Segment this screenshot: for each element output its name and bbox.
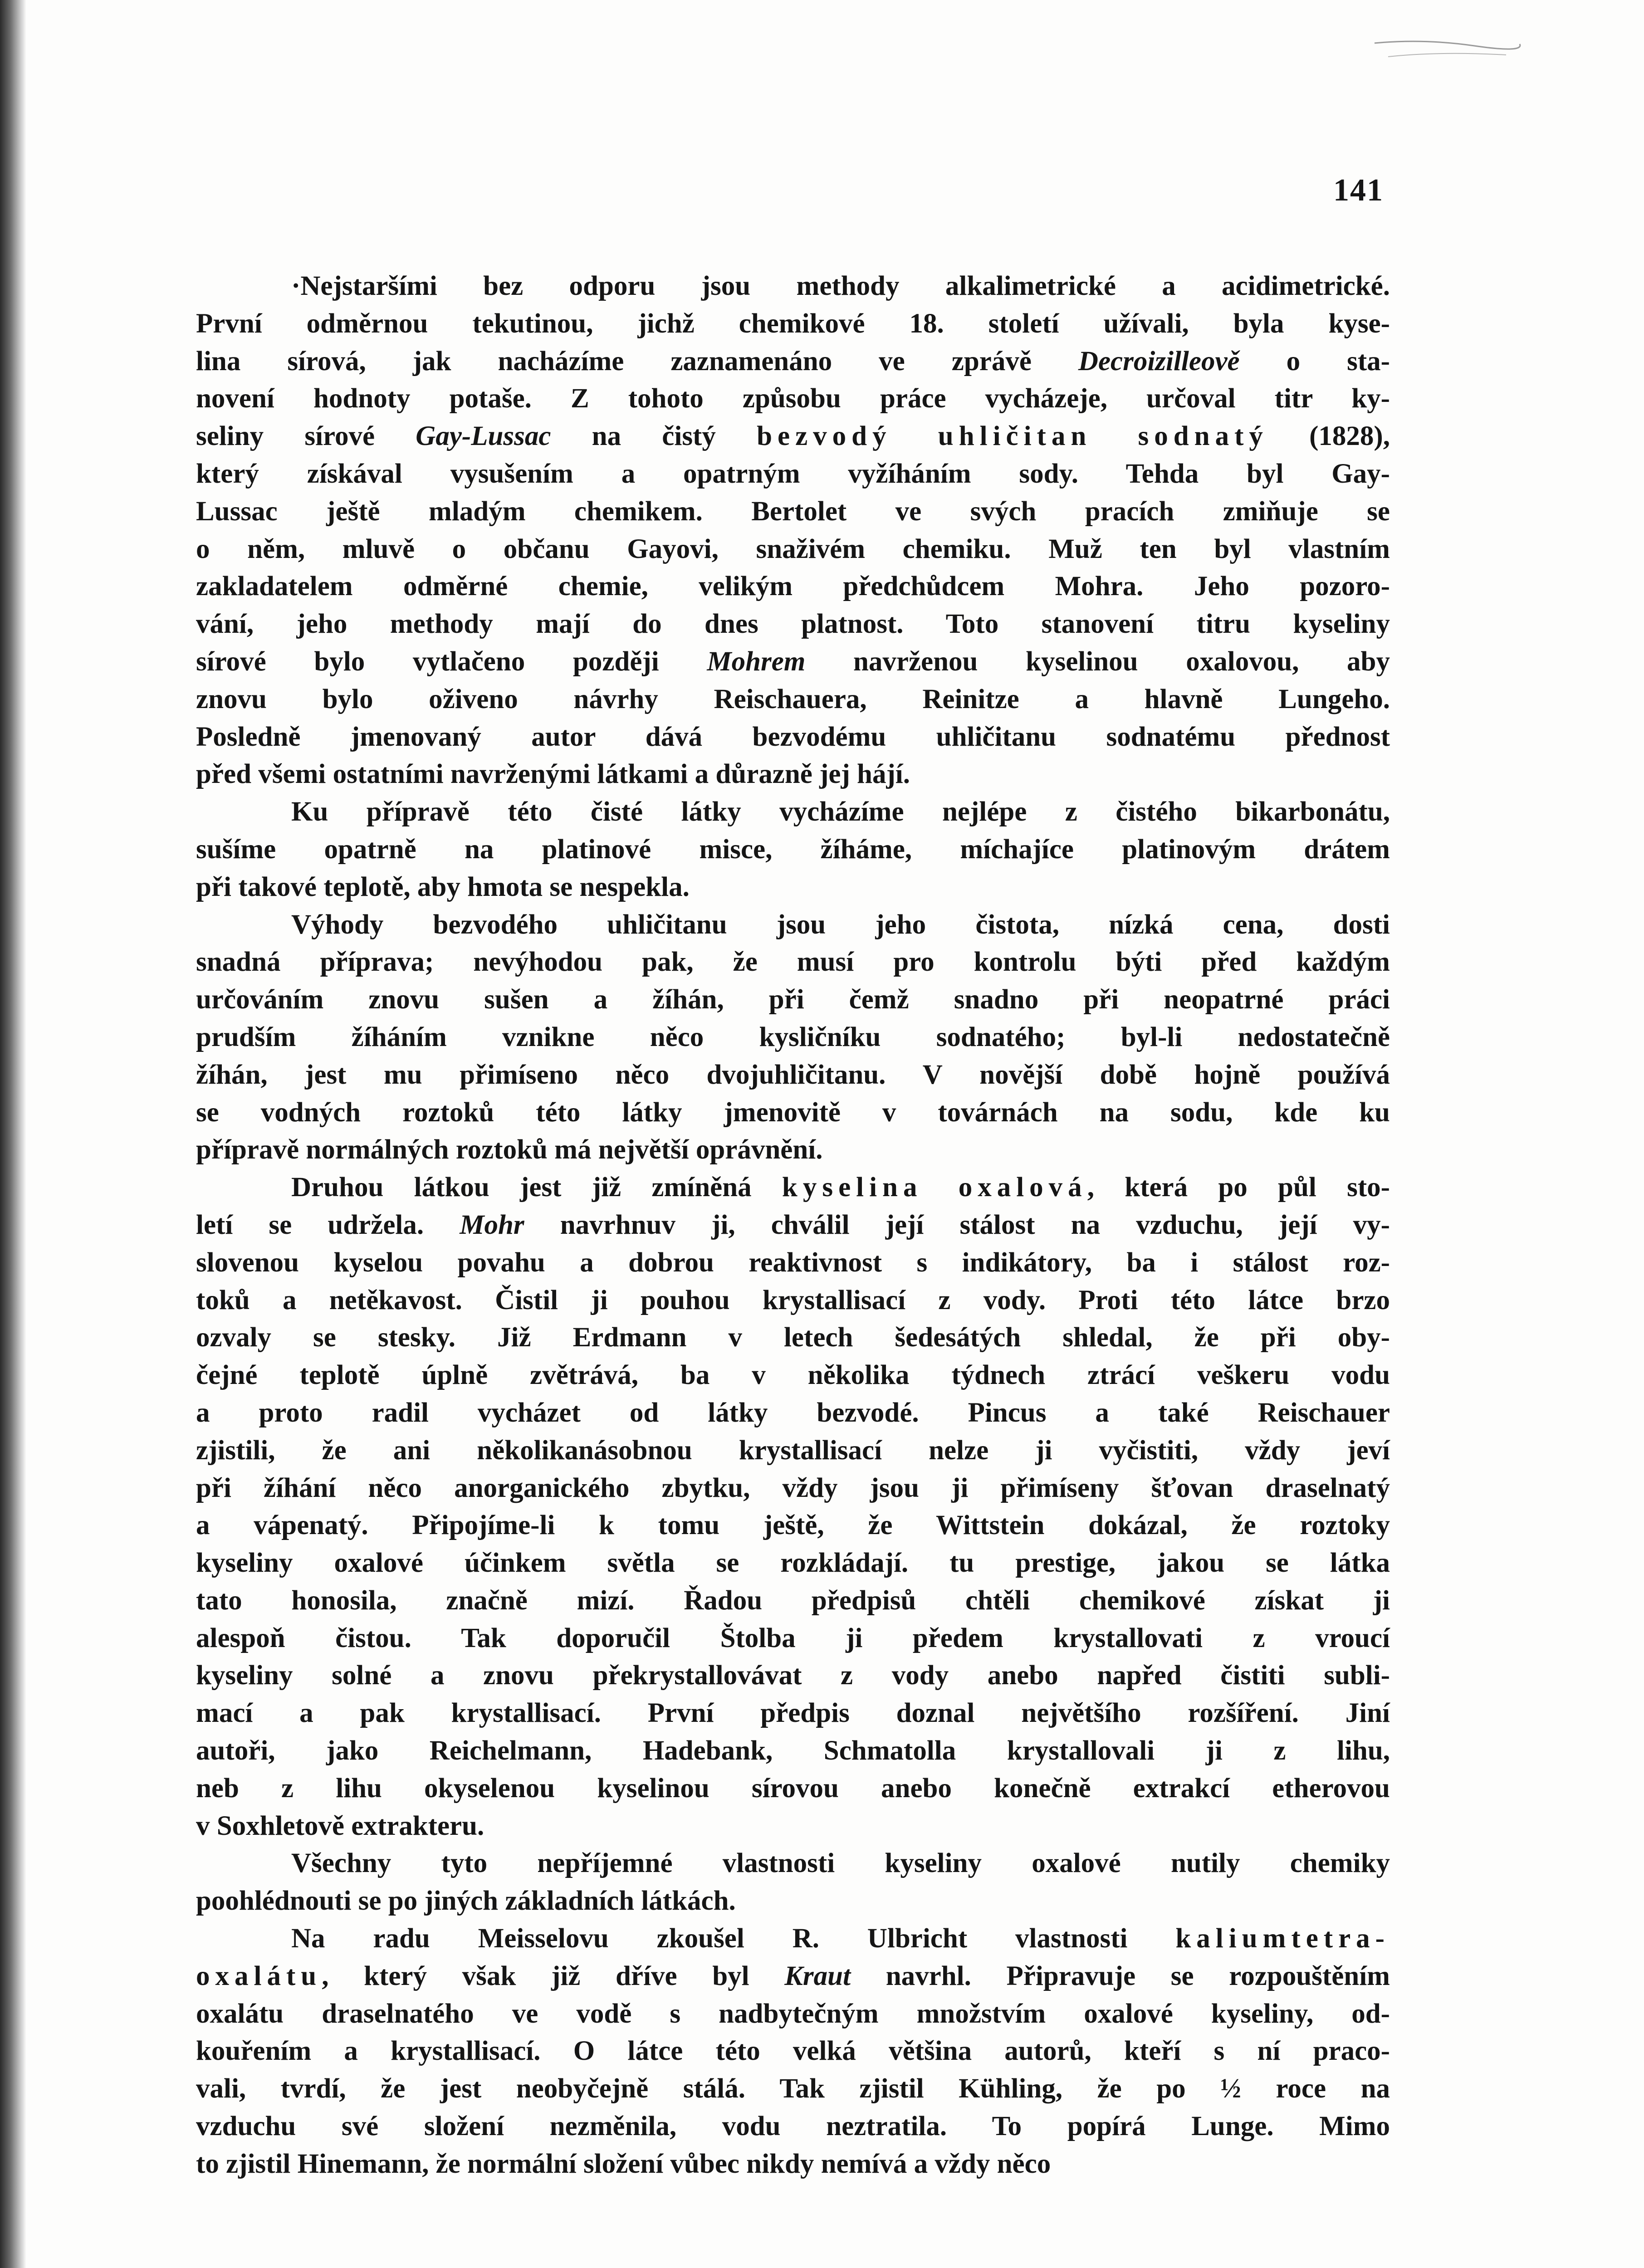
- text-run: neb z lihu okyselenou kyselinou sírovou anebo konečně extrakcí etherovou: [196, 1773, 1390, 1804]
- text-line: [196, 1770, 1390, 1808]
- text-run: v Soxhletově extrakteru.: [196, 1810, 484, 1841]
- text-run: , který však již dříve byl: [322, 1960, 785, 1991]
- text-run: První odměrnou tekutinou, jichž chemikové 18. století užívali, byla kyse-: [196, 308, 1390, 339]
- text-line: [196, 1882, 1390, 1920]
- text-run: prudším žíháním vznikne něco kysličníku sodnatého; byl-li nedostatečně: [196, 1022, 1390, 1052]
- text-line: [196, 343, 1390, 381]
- text-line: [196, 1394, 1390, 1432]
- text-line: [196, 1357, 1390, 1394]
- text-line: [196, 1094, 1390, 1132]
- text-run: a vápenatý. Připojíme-li k tomu ještě, že Wittstein dokázal, že roztoky: [196, 1510, 1390, 1541]
- text-run: o něm, mluvě o občanu Gayovi, snaživém chemiku. Muž ten byl vlastním: [196, 533, 1390, 564]
- text-run: Všechny tyto nepříjemné vlastnosti kyseliny oxalové nutily chemiky: [291, 1848, 1390, 1879]
- spaced-emphasis: kaliumtetra-: [1175, 1923, 1390, 1954]
- text-run: Výhody bezvodého uhličitanu jsou jeho čistota, nízká cena, dosti: [291, 909, 1390, 940]
- text-line: [196, 2146, 1390, 2183]
- text-line: [196, 1019, 1390, 1056]
- text-run: snadná příprava; nevýhodou pak, že musí pro kontrolu býti před každým: [196, 947, 1390, 978]
- text-run: kyseliny oxalové účinkem světla se rozkládají. tu prestige, jakou se látka: [196, 1548, 1390, 1579]
- text-run: alespoň čistou. Tak doporučil Štolba ji předem krystallovati z vroucí: [196, 1623, 1390, 1653]
- scan-pencil-mark: [1370, 25, 1524, 66]
- text-line: [196, 1207, 1390, 1244]
- text-line: [196, 531, 1390, 568]
- text-run: poohlédnouti se po jiných základních látkách.: [196, 1886, 736, 1916]
- text-line: [196, 493, 1390, 531]
- text-run: navrhl. Připravuje se rozpouštěním: [851, 1960, 1390, 1991]
- text-run: kyseliny solné a znovu překrystallovávat z vody anebo napřed čistiti subli-: [196, 1660, 1390, 1691]
- paragraph: [196, 1169, 1390, 1845]
- text-line: [196, 719, 1390, 756]
- text-line: [196, 1432, 1390, 1470]
- text-run: zjistili, že ani několikanásobnou krystallisací nelze ji vyčistiti, vždy jeví: [196, 1435, 1390, 1466]
- text-run: Druhou látkou jest již zmíněná: [291, 1172, 782, 1203]
- text-line: [196, 869, 1390, 906]
- text-line: [196, 756, 1390, 793]
- text-run: sírové bylo vytlačeno později: [196, 646, 707, 677]
- text-line: [196, 380, 1390, 418]
- text-run: navrženou kyselinou oxalovou, aby: [805, 646, 1390, 677]
- text-line: [196, 2108, 1390, 2146]
- text-line: [196, 681, 1390, 719]
- scan-binding-edge: [0, 0, 26, 2268]
- text-run: Na radu Meisselovu zkoušel R. Ulbricht vlastnosti: [291, 1923, 1176, 1954]
- text-line: [196, 1507, 1390, 1545]
- spaced-emphasis: bezvodý uhličitan sodnatý: [757, 421, 1268, 452]
- text-run: toků a netěkavost. Čistil ji pouhou krystallisací z vody. Proti této látce brzo: [196, 1285, 1390, 1315]
- text-line: [196, 2070, 1390, 2108]
- text-run: kouřením a krystallisací. O látce této velká většina autorů, kteří s ní praco-: [196, 2036, 1390, 2067]
- page-number: 141: [1333, 173, 1384, 208]
- text-line: [196, 1657, 1390, 1695]
- italic-name: Mohr: [460, 1209, 524, 1240]
- body-text: [196, 268, 1390, 2183]
- text-line: [196, 305, 1390, 343]
- text-line: [196, 793, 1390, 831]
- italic-name: Gay-Lussac: [416, 421, 551, 452]
- text-line: [196, 418, 1390, 455]
- text-run: autoři, jako Reichelmann, Hadebank, Schmatolla krystallovali ji z lihu,: [196, 1735, 1390, 1766]
- text-line: [196, 1470, 1390, 1507]
- spaced-emphasis: kyselina oxalová: [782, 1172, 1087, 1203]
- text-run: určováním znovu sušen a žíhán, při čemž snadno při neopatrné práci: [196, 984, 1390, 1015]
- text-line: [196, 1995, 1390, 2033]
- text-line: [196, 268, 1390, 305]
- text-run: při takové teplotě, aby hmota se nespekla.: [196, 871, 690, 902]
- text-run: ozvaly se stesky. Již Erdmann v letech šedesátých shledal, že při oby-: [196, 1322, 1390, 1353]
- text-run: navrhnuv ji, chválil její stálost na vzduchu, její vy-: [524, 1209, 1390, 1240]
- paragraph: [196, 1920, 1390, 2183]
- text-run: letí se udržela.: [196, 1209, 460, 1240]
- text-run: na čistý: [551, 421, 757, 452]
- text-line: [196, 943, 1390, 981]
- text-run: a proto radil vycházet od látky bezvodé. Pincus a také Reischauer: [196, 1397, 1390, 1428]
- text-line: [196, 981, 1390, 1019]
- text-run: oxalátu draselnatého ve vodě s nadbytečným množstvím oxalové kyseliny, od-: [196, 1998, 1390, 2029]
- text-line: [196, 1319, 1390, 1357]
- text-line: [196, 2033, 1390, 2070]
- text-run: přípravě normálných roztoků má největší oprávnění.: [196, 1134, 823, 1165]
- text-run: Lussac ještě mladým chemikem. Bertolet ve svých pracích zmiňuje se: [196, 496, 1390, 527]
- text-line: [196, 906, 1390, 944]
- text-run: slovenou kyselou povahu a dobrou reaktivnost s indikátory, ba i stálost roz-: [196, 1247, 1390, 1278]
- text-line: [196, 1582, 1390, 1620]
- text-run: znovu bylo oživeno návrhy Reischauera, Reinitze a hlavně Lungeho.: [196, 684, 1390, 714]
- italic-name: Mohrem: [707, 646, 806, 677]
- text-run: žíhán, jest mu přimíseno něco dvojuhličitanu. V novější době hojně používá: [196, 1059, 1390, 1090]
- text-line: [196, 606, 1390, 643]
- italic-name: Decroizilleově: [1078, 346, 1240, 376]
- text-run: , která po půl sto-: [1087, 1172, 1390, 1203]
- text-run: vzduchu své složení nezměnila, vodu neztratila. To popírá Lunge. Mimo: [196, 2111, 1390, 2142]
- text-run: sušíme opatrně na platinové misce, žíháme, míchajíce platinovým drátem: [196, 834, 1390, 865]
- text-run: to zjistil Hinemann, že normální složení vůbec nikdy nemívá a vždy něco: [196, 2148, 1051, 2179]
- text-run: Ku přípravě této čisté látky vycházíme nejlépe z čistého bikarbonátu,: [291, 797, 1390, 827]
- text-run: čejné teplotě úplně zvětrává, ba v několika týdnech ztrácí veškeru vodu: [196, 1360, 1390, 1391]
- text-run: seliny sírové: [196, 421, 416, 452]
- spaced-emphasis: oxalátu: [196, 1960, 322, 1991]
- text-line: [196, 1244, 1390, 1282]
- paragraph: [196, 906, 1390, 1169]
- text-line: [196, 1845, 1390, 1882]
- italic-name: Kraut: [784, 1960, 851, 1991]
- text-run: vání, jeho methody mají do dnes platnost. Toto stanovení titru kyseliny: [196, 609, 1390, 640]
- text-run: Posledně jmenovaný autor dává bezvodému uhličitanu sodnatému přednost: [196, 721, 1390, 752]
- text-run: před všemi ostatními navrženými látkami a důrazně jej hájí.: [196, 759, 910, 790]
- text-line: [196, 455, 1390, 493]
- text-run: lina sírová, jak nacházíme zaznamenáno ve zprávě: [196, 346, 1078, 376]
- text-run: vali, tvrdí, že jest neobyčejně stálá. Tak zjistil Kühling, že po ½ roce na: [196, 2073, 1390, 2104]
- text-line: [196, 1920, 1390, 1958]
- paragraph: [196, 793, 1390, 906]
- text-run: (1828),: [1268, 421, 1390, 452]
- paragraph: [196, 1845, 1390, 1920]
- text-line: [196, 568, 1390, 606]
- paragraph: [196, 268, 1390, 793]
- text-line: [196, 1732, 1390, 1770]
- text-line: [196, 1958, 1390, 1995]
- text-line: [196, 1620, 1390, 1657]
- text-run: novení hodnoty potaše. Z tohoto způsobu práce vycházeje, určoval titr ky-: [196, 383, 1390, 414]
- text-run: ·Nejstaršími bez odporu jsou methody alkalimetrické a acidimetrické.: [291, 271, 1390, 301]
- text-line: [196, 1131, 1390, 1169]
- text-line: [196, 643, 1390, 681]
- text-line: [196, 1169, 1390, 1207]
- text-run: tato honosila, značně mizí. Řadou předpisů chtěli chemikové získat ji: [196, 1585, 1390, 1616]
- text-run: při žíhání něco anorganického zbytku, vždy jsou ji přimíseny šťovan draselnatý: [196, 1472, 1390, 1503]
- text-run: o sta-: [1239, 346, 1390, 376]
- text-run: mací a pak krystallisací. První předpis doznal největšího rozšíření. Jiní: [196, 1698, 1390, 1729]
- text-line: [196, 1545, 1390, 1582]
- text-run: který získával vysušením a opatrným vyžíháním sody. Tehda byl Gay-: [196, 458, 1390, 489]
- text-line: [196, 1056, 1390, 1094]
- text-line: [196, 1695, 1390, 1732]
- text-run: zakladatelem odměrné chemie, velikým předchůdcem Mohra. Jeho pozoro-: [196, 571, 1390, 602]
- text-line: [196, 1808, 1390, 1845]
- text-line: [196, 1282, 1390, 1320]
- text-run: se vodných roztoků této látky jmenovitě v továrnách na sodu, kde ku: [196, 1097, 1390, 1128]
- text-line: [196, 831, 1390, 869]
